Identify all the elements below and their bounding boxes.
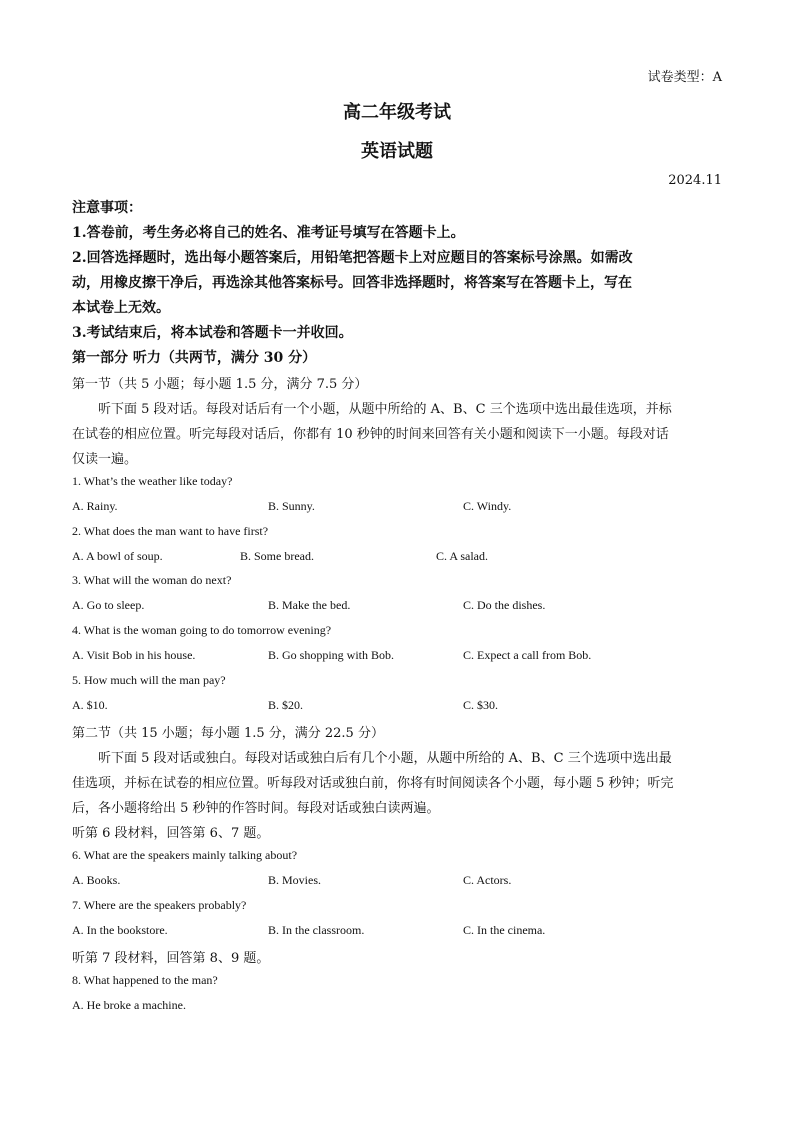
notice-item-3: 3.考试结束后，将本试卷和答题卡一并收回。 (72, 325, 353, 341)
paper-type: 试卷类型：A (647, 70, 722, 85)
question-2-option-c: C. A salad. (436, 549, 489, 563)
question-1: 1. What’s the weather like today? (72, 474, 233, 488)
question-7-option-a: A. In the bookstore. (72, 923, 168, 937)
notice-item-2-line-2: 动，用橡皮擦干净后，再选涂其他答案标号。回答非选择题时，将答案写在答题卡上，写在 (72, 275, 632, 291)
question-3-option-a: A. Go to sleep. (72, 598, 145, 612)
material-6-instruction: 听第 6 段材料，回答第 6、7 题。 (72, 826, 270, 841)
notice-heading: 注意事项： (72, 200, 142, 216)
exam-date: 2024.11 (668, 173, 722, 188)
question-6-option-c: C. Actors. (463, 873, 512, 887)
section1-instr-line-2: 在试卷的相应位置。听完每段对话后，你都有 10 秒钟的时间来回答有关小题和阅读下一小题。每段对话 (72, 427, 669, 442)
question-7-option-c: C. In the cinema. (463, 923, 546, 937)
exam-subtitle: 英语试题 (361, 141, 433, 162)
notice-item-1: 1.答卷前，考生务必将自己的姓名、准考证号填写在答题卡上。 (72, 225, 465, 241)
notice-item-2-line-3: 本试卷上无效。 (72, 300, 170, 316)
section1-instr-line-3: 仅读一遍。 (72, 452, 138, 467)
question-1-option-a: A. Rainy. (72, 499, 118, 513)
part1-heading: 第一部分 听力（共两节，满分 30 分） (72, 350, 317, 366)
question-8: 8. What happened to the man? (72, 973, 218, 987)
question-8-option-a: A. He broke a machine. (72, 998, 186, 1012)
question-1-option-b: B. Sunny. (268, 499, 315, 513)
question-5-option-b: B. $20. (268, 698, 304, 712)
question-2-option-a: A. A bowl of soup. (72, 549, 163, 563)
question-4-option-c: C. Expect a call from Bob. (463, 648, 592, 662)
question-2: 2. What does the man want to have first? (72, 524, 269, 538)
question-7: 7. Where are the speakers probably? (72, 898, 247, 912)
material-7-instruction: 听第 7 段材料，回答第 8、9 题。 (72, 951, 270, 966)
section2-instr-line-1: 听下面 5 段对话或独白。每段对话或独白后有几个小题，从题中所给的 A、B、C 三个选项中选出最 (98, 751, 672, 766)
question-3-option-c: C. Do the dishes. (463, 598, 546, 612)
question-7-option-b: B. In the classroom. (268, 923, 365, 937)
question-4-option-a: A. Visit Bob in his house. (72, 648, 196, 662)
question-4: 4. What is the woman going to do tomorrow evening? (72, 623, 332, 637)
question-4-option-b: B. Go shopping with Bob. (268, 648, 395, 662)
section2-heading: 第二节（共 15 小题；每小题 1.5 分，满分 22.5 分） (72, 726, 384, 741)
question-5-option-a: A. $10. (72, 698, 108, 712)
question-2-option-b: B. Some bread. (240, 549, 314, 563)
question-6: 6. What are the speakers mainly talking about? (72, 848, 298, 862)
question-5: 5. How much will the man pay? (72, 673, 226, 687)
question-6-option-b: B. Movies. (268, 873, 322, 887)
question-1-option-c: C. Windy. (463, 499, 512, 513)
question-6-option-a: A. Books. (72, 873, 121, 887)
section2-instr-line-2: 佳选项，并标在试卷的相应位置。听每段对话或独白前，你将有时间阅读各个小题，每小题 5 秒钟；听完 (72, 776, 674, 791)
question-3: 3. What will the woman do next? (72, 573, 232, 587)
question-5-option-c: C. $30. (463, 698, 499, 712)
section1-heading: 第一节（共 5 小题；每小题 1.5 分，满分 7.5 分） (72, 377, 368, 392)
section1-instr-line-1: 听下面 5 段对话。每段对话后有一个小题，从题中所给的 A、B、C 三个选项中选出最佳选项，并标 (98, 402, 672, 417)
notice-item-2-line-1: 2.回答选择题时，选出每小题答案后，用铅笔把答题卡上对应题目的答案标号涂黑。如需改 (72, 250, 633, 266)
section2-instr-line-3: 后，各小题将给出 5 秒钟的作答时间。每段对话或独白读两遍。 (72, 801, 440, 816)
question-3-option-b: B. Make the bed. (268, 598, 351, 612)
exam-title: 高二年级考试 (343, 102, 451, 123)
